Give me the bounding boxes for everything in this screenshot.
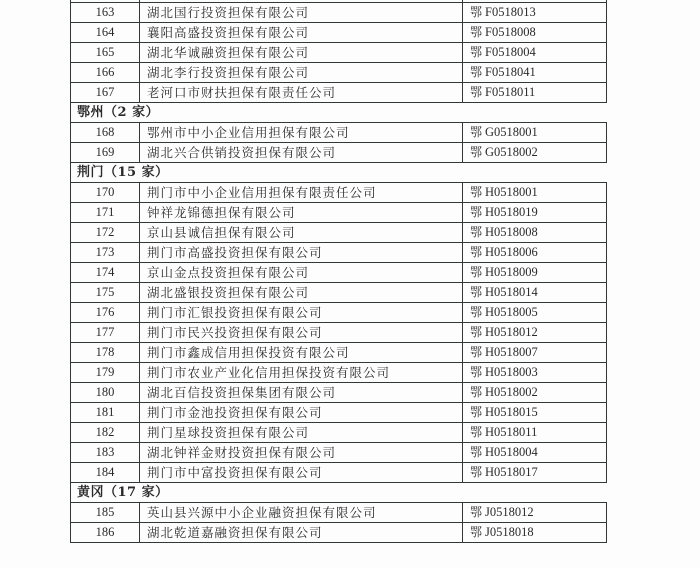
company-name: 湖北华诚融资担保有限公司 [140,43,463,63]
license-code: H0518012 [485,325,538,339]
row-number: 168 [71,123,140,143]
row-number: 165 [71,43,140,63]
row-number: 163 [71,3,140,23]
table-row [71,463,607,483]
license-code-cell [463,403,607,423]
license-code: H0518014 [485,285,538,299]
license-code: H0518004 [485,445,538,459]
company-name: 荆门市民兴投资担保有限公司 [140,323,463,343]
company-name: 湖北钟祥金财投资担保有限公司 [140,443,463,463]
code-prefix: 鄂 [470,505,483,519]
row-number: 185 [71,503,140,523]
region-heading: 荆门（15 家） [71,163,607,183]
license-code-cell [463,283,607,303]
license-code: F0518041 [485,65,536,79]
table-row [71,323,607,343]
guarantee-company-table [70,0,607,543]
license-code: F0518013 [485,5,536,19]
row-number: 180 [71,383,140,403]
row-number: 177 [71,323,140,343]
row-number: 184 [71,463,140,483]
table-row [71,443,607,463]
code-prefix: 鄂 [470,85,483,99]
license-code: H0518019 [485,205,538,219]
license-code: H0518002 [485,385,538,399]
company-name: 京山金点投资担保有限公司 [140,263,463,283]
table-row [71,523,607,543]
license-code-cell [463,243,607,263]
company-name: 湖北李行投资担保有限公司 [140,63,463,83]
license-code-cell [463,523,607,543]
license-code: F0518011 [485,85,536,99]
code-prefix: 鄂 [470,25,483,39]
license-code-cell [463,423,607,443]
company-name: 湖北兴合供销投资担保有限公司 [140,143,463,163]
company-name: 荆门市汇银投资担保有限公司 [140,303,463,323]
company-name: 荆门市高盛投资担保有限公司 [140,243,463,263]
company-name: 荆门市鑫成信用担保投资有限公司 [140,343,463,363]
license-code-cell [463,263,607,283]
license-code-cell [463,383,607,403]
row-number: 167 [71,83,140,103]
company-name: 英山县兴源中小企业融资担保有限公司 [140,503,463,523]
region-heading-row [71,163,607,183]
region-heading: 鄂州（2 家） [71,103,607,123]
table-row [71,183,607,203]
code-prefix: 鄂 [470,125,483,139]
table-row [71,83,607,103]
company-name: 湖北国行投资担保有限公司 [140,3,463,23]
license-code: J0518012 [485,505,534,519]
license-code: G0518002 [485,145,538,159]
license-code-cell [463,3,607,23]
row-number: 175 [71,283,140,303]
code-prefix: 鄂 [470,305,483,319]
company-name: 荆门市中富投资担保有限公司 [140,463,463,483]
table-row [71,363,607,383]
code-prefix: 鄂 [470,265,483,279]
company-name: 老河口市财扶担保有限责任公司 [140,83,463,103]
code-prefix: 鄂 [470,5,483,19]
license-code: H0518015 [485,405,538,419]
company-name: 荆门市中小企业信用担保有限责任公司 [140,183,463,203]
table-row [71,3,607,23]
table-body [71,0,607,543]
code-prefix: 鄂 [470,225,483,239]
code-prefix: 鄂 [470,405,483,419]
code-prefix: 鄂 [470,145,483,159]
license-code: F0518008 [485,25,536,39]
table-row [71,63,607,83]
license-code: G0518001 [485,125,538,139]
row-number: 171 [71,203,140,223]
row-number: 166 [71,63,140,83]
license-code: H0518003 [485,365,538,379]
table-row [71,23,607,43]
license-code: H0518008 [485,225,538,239]
table-row [71,223,607,243]
company-name: 京山县诚信担保有限公司 [140,223,463,243]
code-prefix: 鄂 [470,185,483,199]
license-code-cell [463,203,607,223]
table-row [71,503,607,523]
company-name: 荆门市农业产业化信用担保投资有限公司 [140,363,463,383]
license-code-cell [463,323,607,343]
row-number: 179 [71,363,140,383]
region-heading-row [71,103,607,123]
code-prefix: 鄂 [470,325,483,339]
license-code: J0518018 [485,525,534,539]
company-name: 荆门市金池投资担保有限公司 [140,403,463,423]
table-row [71,243,607,263]
license-code-cell [463,343,607,363]
table-row [71,123,607,143]
table-row [71,283,607,303]
row-number: 169 [71,143,140,163]
license-code-cell [463,443,607,463]
code-prefix: 鄂 [470,345,483,359]
code-prefix: 鄂 [470,205,483,219]
license-code: H0518006 [485,245,538,259]
table-row [71,343,607,363]
license-code: H0518017 [485,465,538,479]
code-prefix: 鄂 [470,285,483,299]
license-code-cell [463,123,607,143]
region-heading: 黄冈（17 家） [71,483,607,503]
row-number: 186 [71,523,140,543]
row-number: 170 [71,183,140,203]
company-name: 湖北百信投资担保集团有限公司 [140,383,463,403]
table-row [71,263,607,283]
company-name: 荆门星球投资担保有限公司 [140,423,463,443]
table-row [71,403,607,423]
row-number: 182 [71,423,140,443]
row-number: 164 [71,23,140,43]
code-prefix: 鄂 [470,425,483,439]
license-code-cell [463,43,607,63]
code-prefix: 鄂 [470,525,483,539]
company-name: 湖北乾道嘉融资担保有限公司 [140,523,463,543]
company-name: 湖北盛银投资担保有限公司 [140,283,463,303]
table-row [71,423,607,443]
license-code-cell [463,363,607,383]
license-code-cell [463,463,607,483]
row-number: 172 [71,223,140,243]
row-number: 181 [71,403,140,423]
code-prefix: 鄂 [470,465,483,479]
license-code-cell [463,23,607,43]
license-code: H0518009 [485,265,538,279]
row-number: 174 [71,263,140,283]
license-code: H0518001 [485,185,538,199]
code-prefix: 鄂 [470,365,483,379]
license-code: H0518005 [485,305,538,319]
license-code-cell [463,503,607,523]
row-number: 178 [71,343,140,363]
table-row [71,383,607,403]
region-heading-row [71,483,607,503]
code-prefix: 鄂 [470,385,483,399]
license-code-cell [463,223,607,243]
table-row [71,43,607,63]
license-code-cell [463,83,607,103]
license-code-cell [463,63,607,83]
license-code-cell [463,183,607,203]
row-number: 173 [71,243,140,263]
code-prefix: 鄂 [470,65,483,79]
license-code: F0518004 [485,45,536,59]
company-name: 鄂州市中小企业信用担保有限公司 [140,123,463,143]
company-name: 襄阳高盛投资担保有限公司 [140,23,463,43]
table-row [71,203,607,223]
license-code-cell [463,143,607,163]
table-row [71,303,607,323]
license-code: H0518007 [485,345,538,359]
code-prefix: 鄂 [470,245,483,259]
license-code-cell [463,303,607,323]
table-row [71,143,607,163]
license-code: H0518011 [485,425,538,439]
company-name: 钟祥龙锦德担保有限公司 [140,203,463,223]
code-prefix: 鄂 [470,45,483,59]
row-number: 183 [71,443,140,463]
row-number: 176 [71,303,140,323]
code-prefix: 鄂 [470,445,483,459]
